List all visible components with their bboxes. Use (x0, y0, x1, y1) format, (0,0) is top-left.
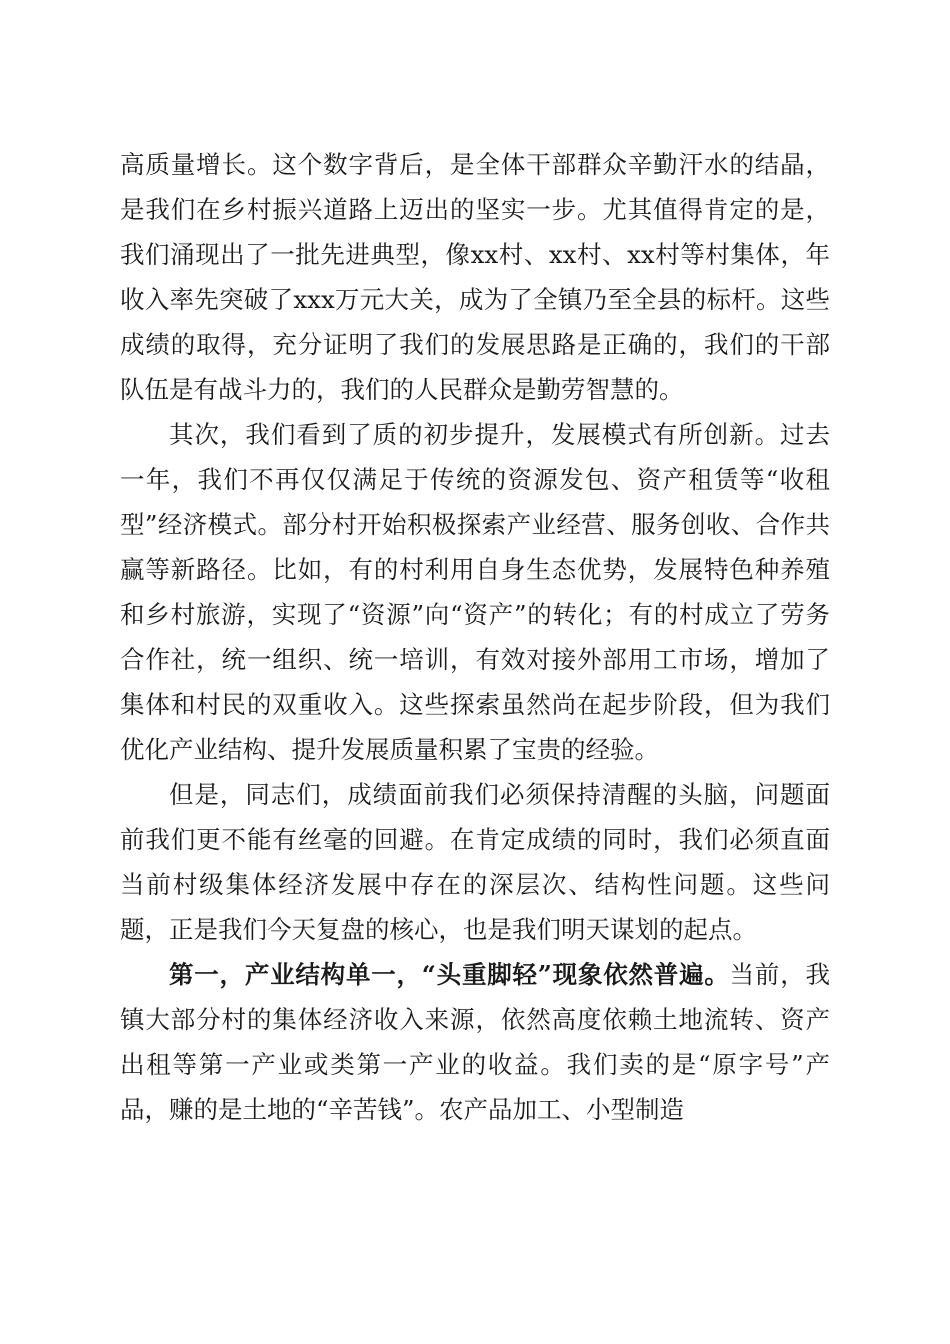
paragraph-4-lead: 第一，产业结构单一，“头重脚轻”现象依然普遍。 (169, 960, 730, 989)
paragraph-4 (120, 952, 830, 1132)
paragraph-4-text: 当前，我镇大部分村的集体经济收入来源，依然高度依赖土地流转、资产出租等第一产业或类第一产业的收益。我们卖的是“原字号”产品，赚的是土地的“辛苦钱”。农产品加工、小型制造 (120, 960, 830, 1124)
document-body (120, 142, 830, 1132)
paragraph-2: 其次，我们看到了质的初步提升，发展模式有所创新。过去一年，我们不再仅仅满足于传统的资源发包、资产租赁等“收租型”经济模式。部分村开始积极探索产业经营、服务创收、合作共赢等新路径。比如，有的村利用自身生态优势，发展特色种养殖和乡村旅游，实现了“资源”向“资产”的转化；有的村成立了劳务合作社，统一组织、统一培训，有效对接外部用工市场，增加了集体和村民的双重收入。这些探索虽然尚在起步阶段，但为我们优化产业结构、提升发展质量积累了宝贵的经验。 (120, 420, 830, 764)
paragraph-1: 高质量增长。这个数字背后，是全体干部群众辛勤汗水的结晶，是我们在乡村振兴道路上迈出的坚实一步。尤其值得肯定的是，我们涌现出了一批先进典型，像xx村、xx村、xx村等村集体，年收入率先突破了xxx万元大关，成为了全镇乃至全县的标杆。这些成绩的取得，充分证明了我们的发展思路是正确的，我们的干部队伍是有战斗力的，我们的人民群众是勤劳智慧的。 (120, 150, 830, 404)
paragraph-3: 但是，同志们，成绩面前我们必须保持清醒的头脑，问题面前我们更不能有丝毫的回避。在肯定成绩的同时，我们必须直面当前村级集体经济发展中存在的深层次、结构性问题。这些问题，正是我们今天复盘的核心，也是我们明天谋划的起点。 (120, 780, 830, 944)
